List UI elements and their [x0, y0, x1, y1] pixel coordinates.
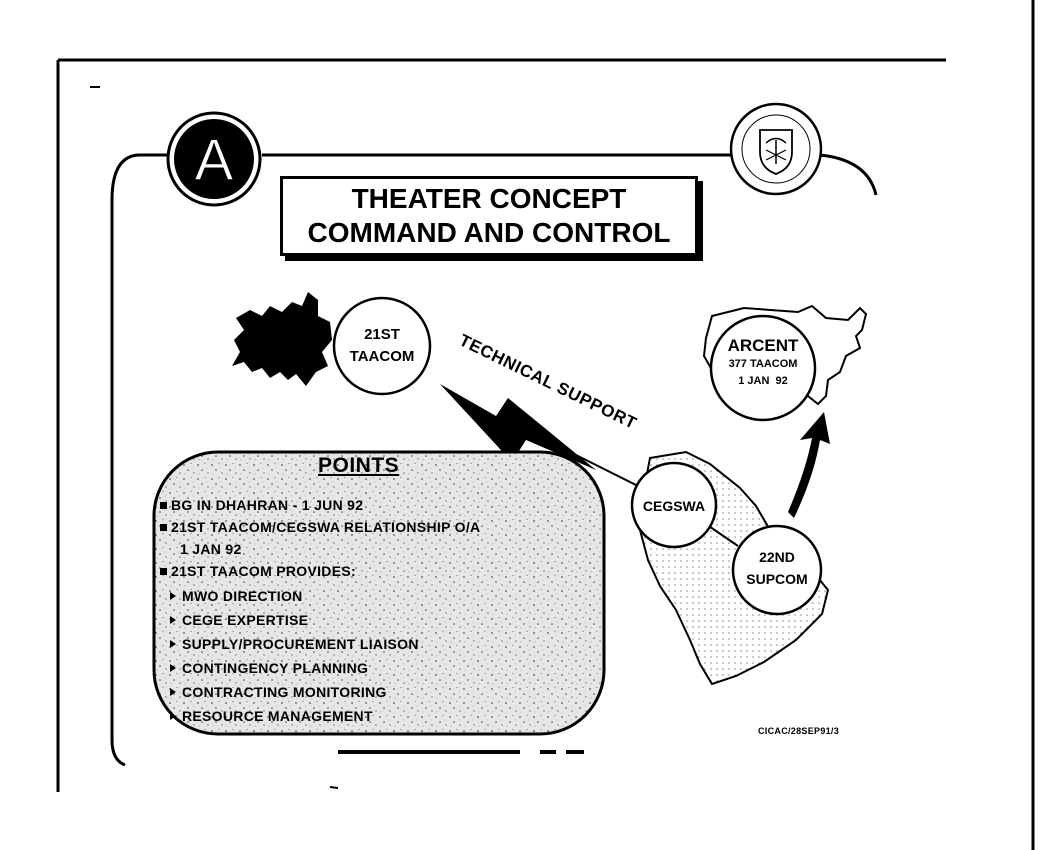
node-arcent-line-1: ARCENT	[727, 336, 799, 355]
triangle-bullet-icon	[170, 640, 176, 648]
sub-item-5	[170, 684, 387, 700]
square-bullet-icon	[160, 524, 167, 531]
sub-item-2	[170, 612, 308, 628]
sub-item-4-text: CONTINGENCY PLANNING	[182, 660, 369, 676]
triangle-bullet-icon	[170, 664, 176, 672]
triangle-bullet-icon	[170, 712, 176, 720]
seal-emblem-icon	[731, 104, 821, 194]
sub-item-3	[170, 636, 419, 652]
sub-item-6	[170, 708, 373, 724]
triangle-bullet-icon	[170, 592, 176, 600]
sub-item-6-text: RESOURCE MANAGEMENT	[182, 708, 373, 724]
bottom-mark	[330, 787, 338, 788]
technical-support-label: TECHNICAL SUPPORT	[456, 330, 640, 434]
node-21st-taacom-line-2: TAACOM	[349, 348, 415, 365]
europe-map-icon	[232, 292, 332, 386]
army-emblem-letter: A	[194, 128, 234, 193]
node-22nd-supcom-line-2: SUPCOM	[746, 571, 808, 587]
sub-item-1	[170, 588, 303, 604]
point-bullet-1	[160, 497, 363, 513]
point-bullet-2-text: 21ST TAACOM/CEGSWA RELATIONSHIP O/A	[171, 519, 481, 535]
node-arcent-line-2: 377 TAACOM	[728, 358, 798, 370]
node-21st-taacom	[334, 324, 430, 368]
square-bullet-icon	[160, 502, 167, 509]
node-22nd-supcom-line-1: 22ND	[759, 549, 795, 565]
triangle-bullet-icon	[170, 616, 176, 624]
sub-item-2-text: CEGE EXPERTISE	[182, 612, 309, 628]
slide-border-right	[820, 155, 876, 195]
document-id: CICAC/28SEP91/3	[758, 726, 840, 736]
title-line-1: THEATER CONCEPT	[351, 183, 627, 214]
point-bullet-3-text: 21ST TAACOM PROVIDES:	[171, 563, 356, 579]
sub-item-5-text: CONTRACTING MONITORING	[182, 684, 387, 700]
sub-item-1-text: MWO DIRECTION	[182, 588, 303, 604]
curved-arrow-icon	[788, 412, 830, 518]
node-arcent	[711, 336, 815, 390]
square-bullet-icon	[160, 568, 167, 575]
node-arcent-line-3: 1 JAN 92	[738, 375, 788, 387]
node-cegswa-line-1: CEGSWA	[642, 498, 706, 514]
sub-item-4	[170, 660, 368, 676]
title-line-2: COMMAND AND CONTROL	[307, 217, 671, 248]
point-bullet-2-continued-text: 1 JAN 92	[180, 541, 242, 557]
point-bullet-1-text: BG IN DHAHRAN - 1 JUN 92	[171, 497, 364, 513]
point-bullet-3	[160, 563, 356, 579]
node-22nd-supcom	[733, 546, 821, 590]
point-bullet-2	[160, 519, 480, 535]
node-cegswa	[632, 497, 716, 515]
triangle-bullet-icon	[170, 688, 176, 696]
title-box	[280, 176, 698, 256]
point-bullet-2-continued	[180, 541, 242, 557]
sub-item-3-text: SUPPLY/PROCUREMENT LIAISON	[182, 636, 419, 652]
points-title: POINTS	[318, 454, 400, 477]
node-21st-taacom-line-1: 21ST	[364, 326, 400, 343]
